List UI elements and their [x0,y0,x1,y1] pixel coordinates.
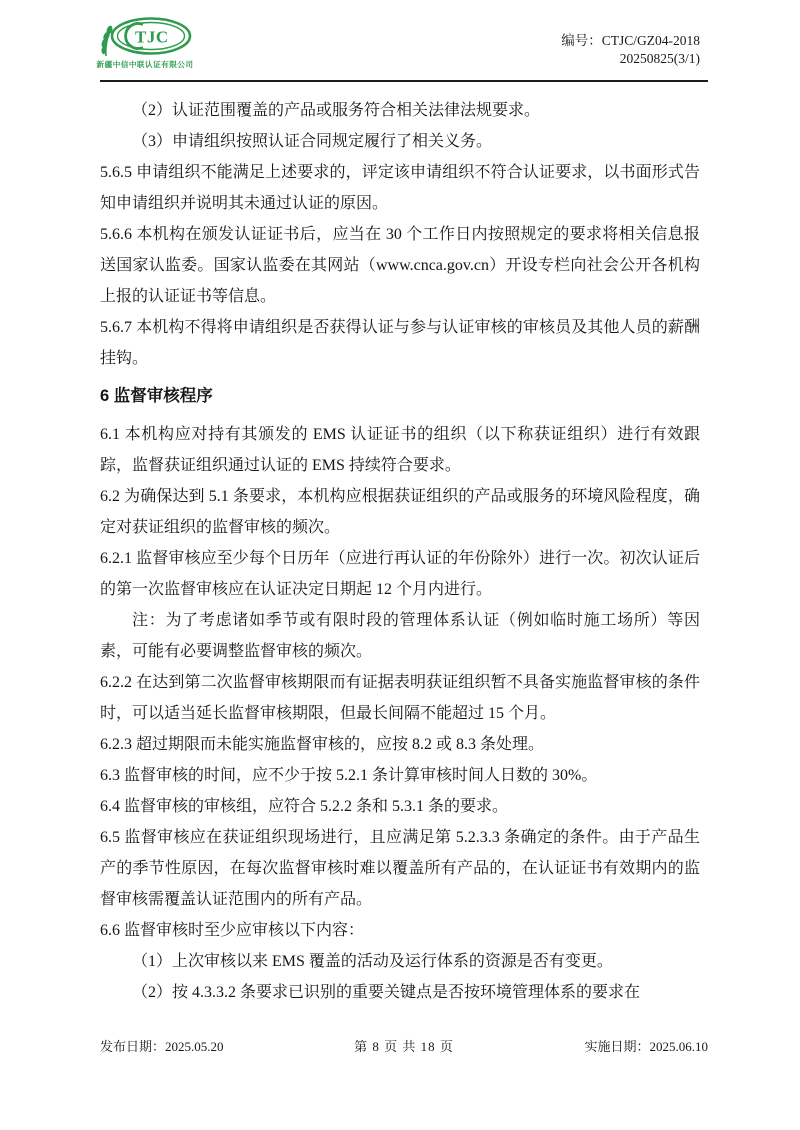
paragraph: 注：为了考虑诸如季节或有限时段的管理体系认证（例如临时施工场所）等因素，可能有必要调整监督审核的频次。 [100,612,700,660]
paragraph: 6.2.2 在达到第二次监督审核期限而有证据表明获证组织暂不具备实施监督审核的条件时，可以适当延长监督审核期限，但最长间隔不能超过 15 个月。 [100,674,700,722]
section-heading: 6 监督审核程序 [100,387,213,405]
page-number: 第 8 页 共 18 页 [354,1039,454,1054]
paragraph: 6.1 本机构应对持有其颁发的 EMS 认证证书的组织（以下称获证组织）进行有效跟踪，监督获证组织通过认证的 EMS 持续符合要求。 [100,426,700,474]
paragraph: 6.5 监督审核应在获证组织现场进行，且应满足第 5.2.3.3 条确定的条件。由于产品生产的季节性原因，在每次监督审核时难以覆盖所有产品的，在认证证书有效期内的监督审核需覆盖认证范围内的所有产品。 [100,829,700,908]
paragraph: （2）认证范围覆盖的产品或服务符合相关法律法规要求。 [132,102,541,119]
paragraph: 6.2.3 超过期限而未能实施监督审核的，应按 8.2 或 8.3 条处理。 [100,736,545,753]
page-header [96,16,700,70]
paragraph: 6.3 监督审核的时间，应不少于按 5.2.1 条计算审核时间人日数的 30%。 [100,767,598,784]
paragraph: （1）上次审核以来 EMS 覆盖的活动及运行体系的资源是否有变更。 [132,953,613,970]
header-divider [100,80,708,82]
paragraph: 6.6 监督审核时至少应审核以下内容： [100,922,365,939]
doc-number: 编号：CTJC/GZ04-2018 [561,32,700,48]
page-footer [100,1036,708,1055]
paragraph: 5.6.7 本机构不得将申请组织是否获得认证与参与认证审核的审核员及其他人员的薪酬挂钩。 [100,319,700,367]
paragraph: 5.6.6 本机构在颁发认证证书后，应当在 30 个工作日内按照规定的要求将相关信息报送国家认监委。国家认监委在其网站（www.cnca.gov.cn）开设专栏向社会公开各机构上报的认证证书等信息。 [100,226,700,305]
release-date: 发布日期：2025.05.20 [100,1039,224,1054]
paragraph: 6.2 为确保达到 5.1 条要求，本机构应根据获证组织的产品或服务的环境风险程度，确定对获证组织的监督审核的频次。 [100,488,700,536]
company-name: 新疆中信中联认证有限公司 [96,60,194,69]
ctjc-logo-icon [97,16,193,58]
paragraph: 6.2.1 监督审核应至少每个日历年（应进行再认证的年份除外）进行一次。初次认证后的第一次监督审核应在认证决定日期起 12 个月内进行。 [100,550,700,598]
doc-revision: 20250825(3/1) [619,50,700,66]
paragraph: （3）申请组织按照认证合同规定履行了相关义务。 [132,133,493,150]
logo-letters: TJC [135,27,169,47]
company-logo [94,16,196,70]
paragraph: （2）按 4.3.3.2 条要求已识别的重要关键点是否按环境管理体系的要求在 [132,984,641,1001]
doc-number-block [561,32,700,70]
implement-date: 实施日期：2025.06.10 [584,1039,708,1054]
paragraph: 6.4 监督审核的审核组，应符合 5.2.2 条和 5.3.1 条的要求。 [100,798,509,815]
paragraph: 5.6.5 申请组织不能满足上述要求的，评定该申请组织不符合认证要求，以书面形式告知申请组织并说明其未通过认证的原因。 [100,164,700,212]
document-body [100,95,700,1008]
